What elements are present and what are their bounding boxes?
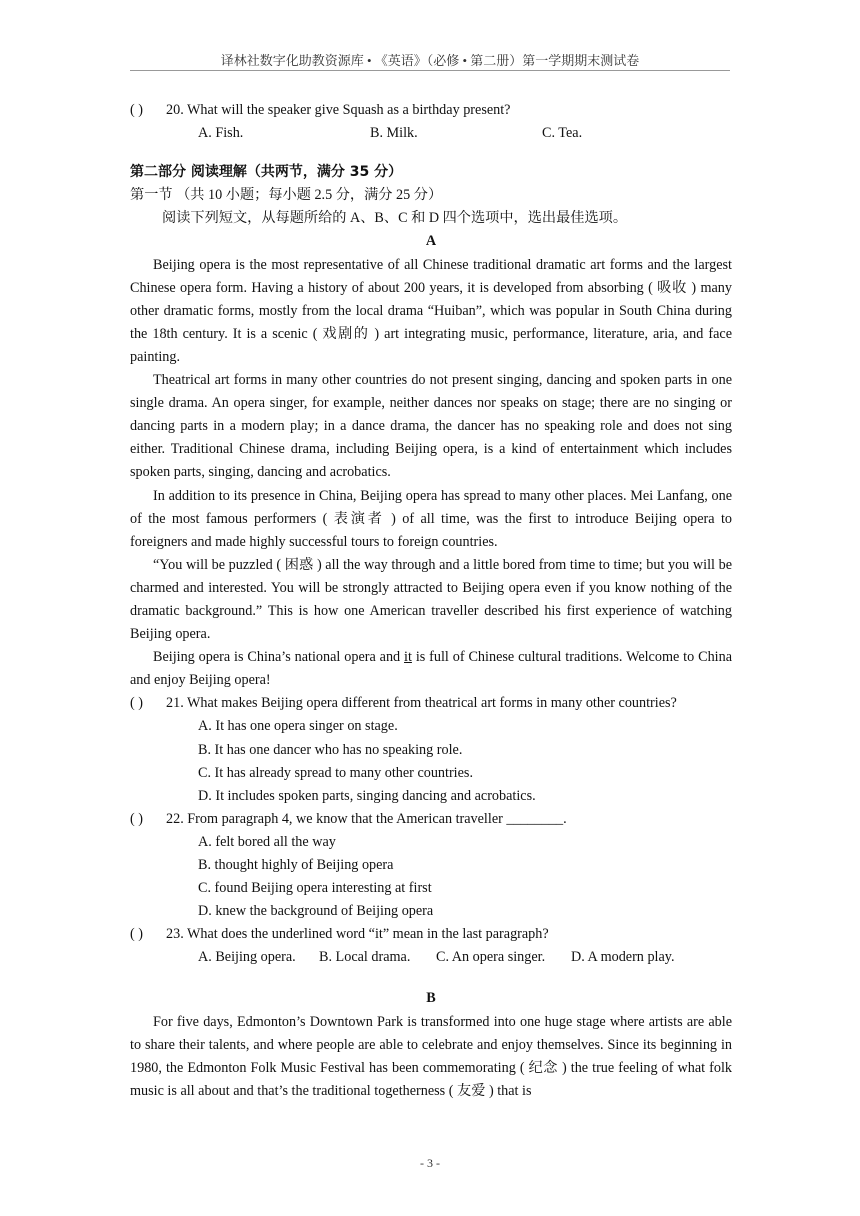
- question-stem: 21. What makes Beijing opera different from theatrical art forms in many other countries?: [166, 695, 677, 712]
- passage-a-paragraph-4: “You will be puzzled ( 困惑 ) all the way through and a little bored from time to time; but you will be charmed and interested. You will be strongly attracted to Beijing opera even if you know nothing of the dramatic background.” This is how one American traveller described his first experience of watching Beijing opera.: [130, 556, 732, 643]
- exam-content: [130, 99, 732, 1103]
- part-two-title: 第二部分 阅读理解（共两节，满分 35 分）: [130, 164, 403, 181]
- question-stem: 22. From paragraph 4, we know that the American traveller ________.: [166, 810, 567, 827]
- passage-b-paragraph-1: For five days, Edmonton’s Downtown Park is transformed into one huge stage where artists are able to share their talents, and where people are able to celebrate and enjoy themselves. Since its beginning in 1980, the Edmonton Folk Music Festival has been commemorating ( 纪念 ) the true feeling of what folk music is all about and that’s the traditional togetherness ( 友爱 ) that is: [130, 1013, 732, 1099]
- passage-a-paragraph-1: Beijing opera is the most representative of all Chinese traditional dramatic art forms and the largest Chinese opera form. Having a history of about 200 years, it is developed from absorbing ( 吸收 ) many other dramatic forms, mostly from the local drama “Huiban”, which was popular in South China during the 18th century. It is a scenic ( 戏剧的 ) art integrating music, performance, literature, aria, and face painting.: [130, 256, 732, 365]
- option-a: A. Beijing opera.: [198, 949, 296, 966]
- page-header: 译林社数字化助教资源库 • 《英语》（必修 • 第二册）第一学期期末测试卷: [220, 53, 640, 68]
- option-a: A. Fish.: [198, 125, 244, 142]
- paragraph-text: is full of Chinese cultural traditions. Welcome to China and enjoy Beijing opera!: [130, 649, 732, 689]
- option-d: D. A modern play.: [571, 949, 675, 966]
- option-c: C. Tea.: [542, 125, 583, 142]
- passage-a-paragraph-3: In addition to its presence in China, Beijing opera has spread to many other places. Mei Lanfang, one of the most famous performers ( 表演者 ) of all time, was the first to introduce Beijing opera to foreigners and made highly successful tours to foreign countries.: [130, 487, 732, 550]
- answer-bracket: ( ): [130, 695, 143, 712]
- option-a: A. It has one opera singer on stage.: [198, 718, 398, 735]
- option-c: C. An opera singer.: [436, 949, 546, 966]
- question-stem: 20. What will the speaker give Squash as a birthday present?: [166, 102, 511, 118]
- question-23: [130, 923, 732, 946]
- question-22: [130, 808, 732, 831]
- underlined-word: it: [404, 649, 412, 666]
- section-one-title: 第一节 （共 10 小题；每小题 2.5 分，满分 25 分）: [130, 187, 443, 204]
- passage-a-paragraph-5: [130, 646, 732, 692]
- question-20: [130, 99, 732, 122]
- option-d: D. knew the background of Beijing opera: [198, 903, 434, 920]
- option-c: C. It has already spread to many other countries.: [198, 764, 473, 781]
- option-a: A. felt bored all the way: [198, 833, 336, 850]
- answer-bracket: ( ): [130, 102, 143, 118]
- question-23-options: [130, 946, 732, 969]
- option-b: B. Local drama.: [319, 949, 411, 966]
- passage-a-label: A: [425, 233, 437, 250]
- header-rule: [130, 70, 730, 71]
- instruction: 阅读下列短文，从每题所给的 A、B、C 和 D 四个选项中，选出最佳选项。: [162, 210, 628, 227]
- option-d: D. It includes spoken parts, singing dancing and acrobatics.: [198, 787, 536, 804]
- question-stem: 23. What does the underlined word “it” mean in the last paragraph?: [166, 926, 549, 943]
- answer-bracket: ( ): [130, 810, 143, 827]
- answer-bracket: ( ): [130, 926, 143, 943]
- passage-b-label: B: [426, 990, 436, 1007]
- paragraph-text: Beijing opera is China’s national opera and: [153, 649, 405, 666]
- option-c: C. found Beijing opera interesting at first: [198, 880, 432, 897]
- question-21: [130, 692, 732, 715]
- option-b: B. thought highly of Beijing opera: [198, 857, 394, 873]
- option-b: B. It has one dancer who has no speaking role.: [198, 741, 463, 758]
- question-20-options: [130, 122, 732, 145]
- option-b: B. Milk.: [370, 125, 418, 142]
- spacer: [130, 969, 732, 987]
- page-number: - 3 -: [420, 1156, 440, 1170]
- passage-a-paragraph-2: Theatrical art forms in many other countries do not present singing, dancing and spoken parts in one single drama. An opera singer, for example, neither dances nor speaks on stage; there are no singing or dancing parts in a modern play; in a dance drama, the dancer has no speaking role and does not sing either. Traditional Chinese drama, including Beijing opera, is a kind of entertainment which includes spoken parts, singing, dancing and acrobatics.: [130, 372, 732, 481]
